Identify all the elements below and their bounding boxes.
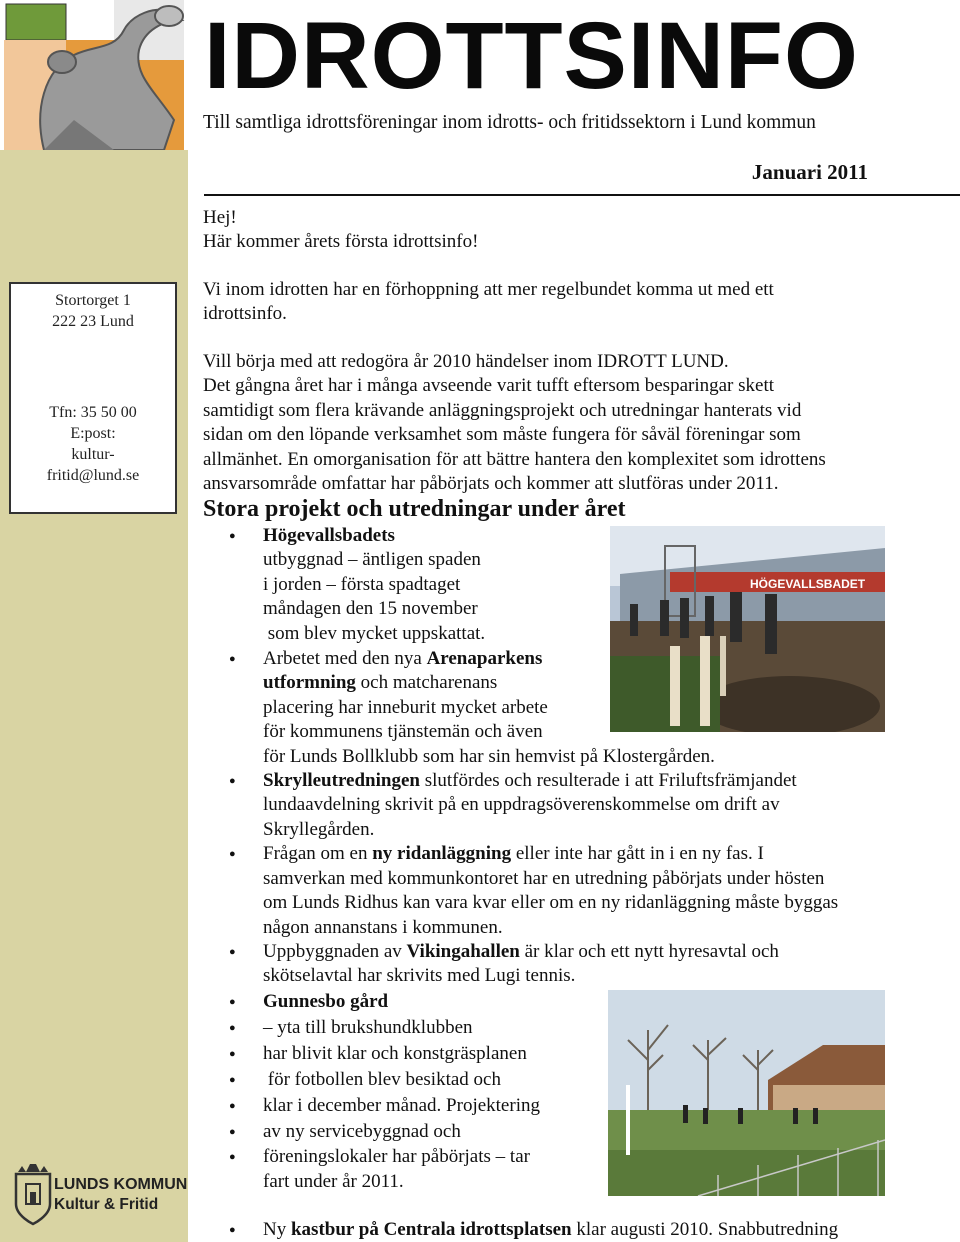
projects-list xyxy=(225,524,838,989)
para-line: samtidigt som flera krävande anläggningsprojekt och utredningar hanterats vid xyxy=(203,399,802,421)
list-item-kastbur xyxy=(225,1218,838,1242)
item-text: samverkan med kommunkontoret har en utredning påbörjats under hösten xyxy=(263,867,825,889)
summary-paragraph xyxy=(203,350,826,496)
list-item xyxy=(225,1120,540,1144)
intro-paragraph xyxy=(203,278,774,327)
email-part1: kultur- xyxy=(71,446,115,463)
para-line: sidan om den löpande verksamhet som måste fungera för såväl föreningar som xyxy=(203,424,801,446)
gunnesbo-list xyxy=(225,990,540,1194)
list-item-vikingahallen xyxy=(225,940,838,989)
item-title: Skrylleutredningen xyxy=(263,770,420,792)
item-text: någon annanstans i kommunen. xyxy=(263,916,503,938)
greeting-line1: Hej! xyxy=(203,207,237,228)
para-line: ansvarsområde omfattar har påbörjats och kommer att slutföras under 2011. xyxy=(203,473,779,495)
lunds-kommun-logo xyxy=(8,1160,198,1240)
subtitle: Till samtliga idrottsföreningar inom idrotts- och fritidssektorn i Lund kommun xyxy=(203,112,816,133)
para-line: Det gångna året har i många avseende varit tufft eftersom besparingar skett xyxy=(203,375,775,397)
item-text: är klar och ett nytt hyresavtal och xyxy=(519,940,779,962)
section-heading: Stora projekt och utredningar under året xyxy=(203,496,626,522)
item-text: skötselavtal har skrivits med Lugi tennis. xyxy=(263,965,576,987)
item-text: för fotbollen blev besiktad och xyxy=(263,1068,501,1090)
item-title: Vikingahallen xyxy=(406,940,520,962)
contact-info xyxy=(11,402,175,486)
item-text: som blev mycket uppskattat. xyxy=(263,622,486,644)
gunnesbo-field-photo xyxy=(608,990,885,1196)
para-line: allmänhet. En omorganisation för att bättre hantera den komplexitet som idrottens xyxy=(203,448,826,470)
item-text: klar augusti 2010. Snabbutredning xyxy=(571,1219,839,1240)
item-text: måndagen den 15 november xyxy=(263,598,478,620)
list-item-hogevallsbadet xyxy=(225,524,838,646)
item-text: Frågan om en xyxy=(263,843,373,865)
item-text: fart under år 2011. xyxy=(263,1170,404,1192)
item-text: lundaavdelning skrivit på en uppdragsöverenskommelse om drift av xyxy=(263,794,780,816)
item-text: har blivit klar och konstgräsplanen xyxy=(263,1042,527,1064)
greeting xyxy=(203,206,478,255)
item-text: för kommunens tjänstemän och även xyxy=(263,721,543,743)
item-text: eller inte har gått in i en ny fas. I xyxy=(511,843,764,865)
item-text: för Lunds Bollklubb som har sin hemvist på Klostergården. xyxy=(263,745,715,767)
item-text: placering har inneburit mycket arbete xyxy=(263,696,548,718)
item-text: Uppbyggnaden av xyxy=(263,940,407,962)
item-text: och matcharenans xyxy=(355,672,498,694)
item-title: kastbur på Centrala idrottsplatsen xyxy=(290,1219,572,1240)
building-sign: HÖGEVALLSBADET xyxy=(750,577,866,591)
item-title: utformning xyxy=(263,672,356,694)
email-label: E:post: xyxy=(70,425,116,442)
department-name: Kultur & Fritid xyxy=(54,1196,159,1213)
list-item xyxy=(225,1042,540,1066)
item-text: slutfördes och resulterade i att Friluftsfrämjandet xyxy=(419,770,797,792)
list-item xyxy=(225,1068,540,1092)
kastbur-list xyxy=(225,1218,838,1242)
list-item xyxy=(225,1145,540,1194)
item-text: Skryllegården. xyxy=(263,818,375,840)
contact-box xyxy=(9,282,177,514)
item-text: utbyggnad – äntligen spaden xyxy=(263,549,481,571)
item-title: ny ridanläggning xyxy=(372,843,512,865)
address-street: Stortorget 1 xyxy=(55,292,131,309)
para-line: Vill börja med att redogöra år 2010 händelser inom IDROTT LUND. xyxy=(203,351,729,372)
item-text: Arbetet med den nya xyxy=(263,648,427,670)
phone: Tfn: 35 50 00 xyxy=(49,404,137,421)
intro-line2: idrottsinfo. xyxy=(203,303,287,325)
address-city: 222 23 Lund xyxy=(52,313,134,330)
list-item xyxy=(225,1094,540,1118)
address xyxy=(11,290,175,332)
email-part2: fritid@lund.se xyxy=(46,467,140,484)
list-item xyxy=(225,1016,540,1040)
issue-date: Januari 2011 xyxy=(751,160,868,184)
list-item-arenaparken xyxy=(225,647,838,769)
item-title: Gunnesbo gård xyxy=(263,991,389,1012)
intro-line1: Vi inom idrotten har en förhoppning att mer regelbundet komma ut med ett xyxy=(203,279,774,300)
masthead-title: IDROTTSINFO xyxy=(204,3,859,109)
item-text: om Lunds Ridhus kan vara kvar eller om en ny ridanläggning måste byggas xyxy=(263,892,839,914)
list-item-gunnesbo xyxy=(225,990,540,1014)
item-text: – yta till brukshundklubben xyxy=(263,1016,473,1038)
item-title: Högevallsbadets xyxy=(263,525,395,546)
item-text: i jorden – första spadtaget xyxy=(263,573,461,595)
discus-thrower-logo xyxy=(4,0,192,152)
greeting-line2: Här kommer årets första idrottsinfo! xyxy=(203,231,479,253)
municipality-name: LUNDS KOMMUN xyxy=(54,1176,188,1193)
city-crest-icon xyxy=(12,1162,54,1226)
item-text: Ny xyxy=(263,1219,291,1240)
list-item-ridanlaggning xyxy=(225,842,838,940)
item-title: Arenaparkens xyxy=(426,648,543,670)
list-item-skrylle xyxy=(225,769,838,842)
header-divider xyxy=(204,194,960,196)
item-text: klar i december månad. Projektering xyxy=(263,1094,540,1116)
item-text: av ny servicebyggnad och xyxy=(263,1120,461,1142)
item-text: föreningslokaler har påbörjats – tar xyxy=(263,1146,530,1168)
